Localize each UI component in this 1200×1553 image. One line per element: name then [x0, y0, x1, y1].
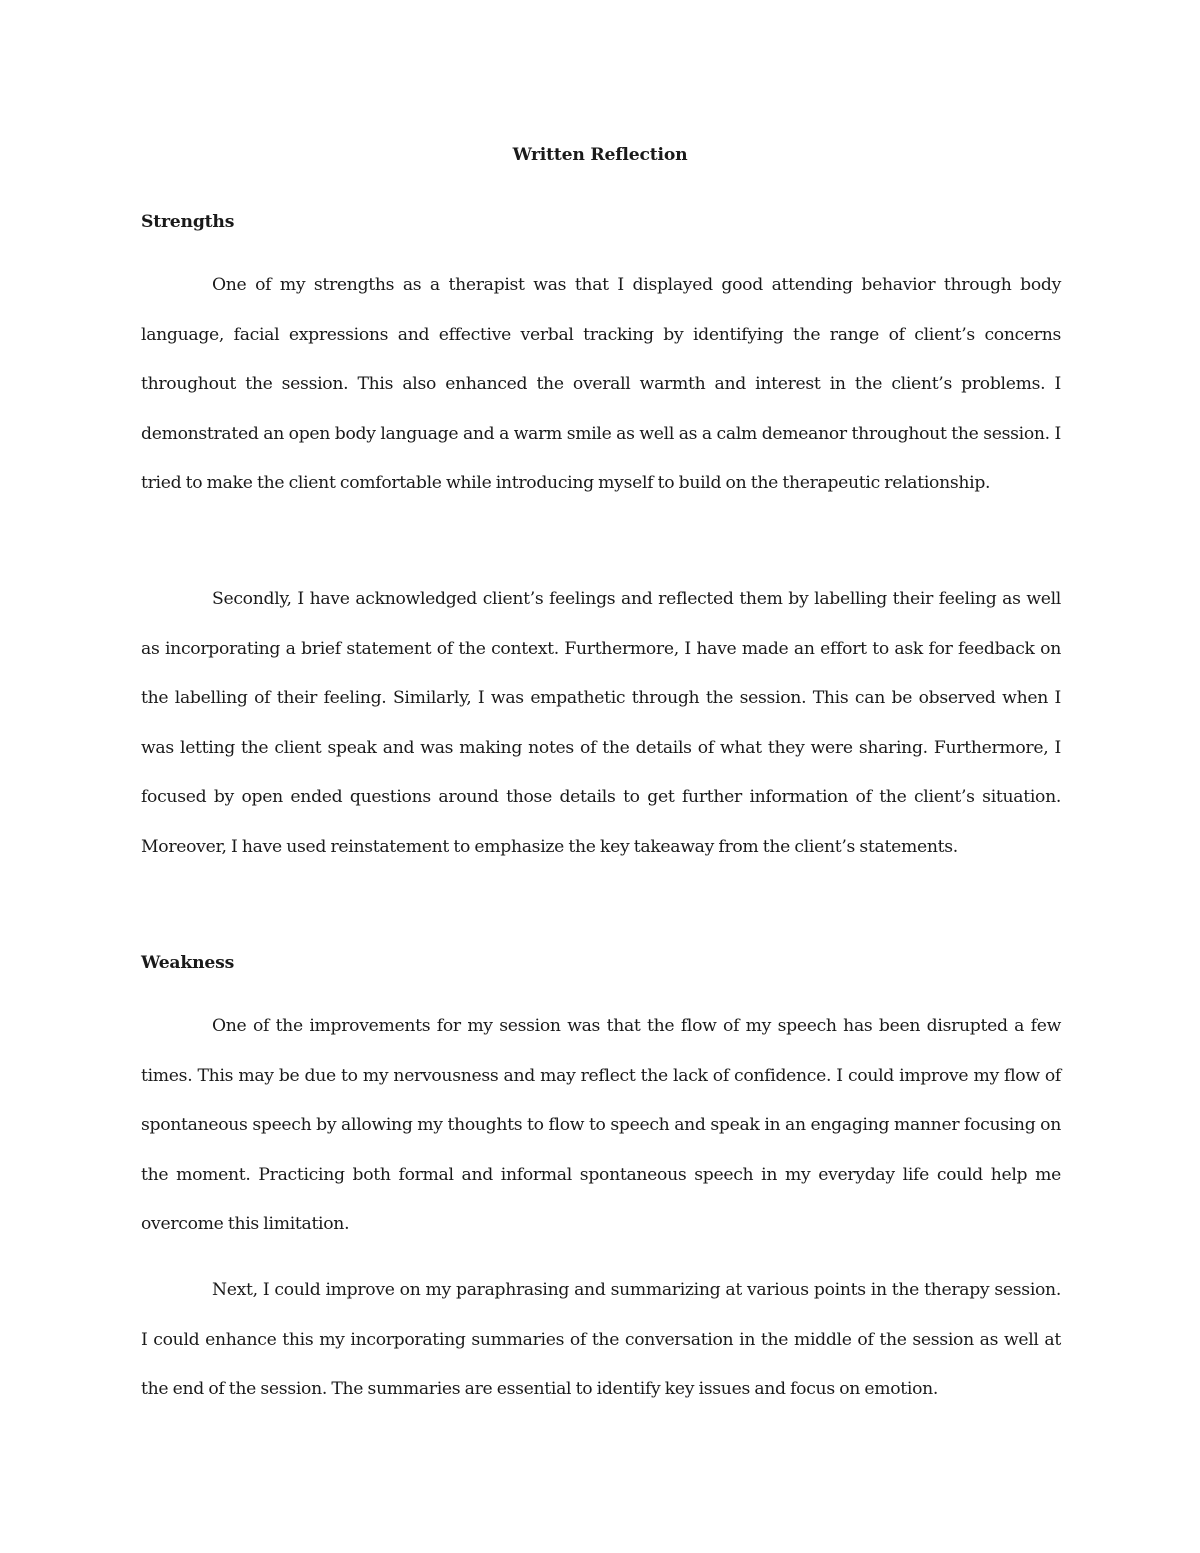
- strengths-paragraph-1: One of my strengths as a therapist was that I displayed good attending behavior through body language, facial expressions and effective verbal tracking by identifying the range of client’s concerns throughout the session. This also enhanced the overall warmth and interest in the client’s problems. I demonstrated an open body language and a warm smile as well as a calm demeanor throughout the session. I tried to make the client comfortable while introducing myself to build on the therapeutic relationship.: [141, 275, 1061, 494]
- weakness-paragraph-2: Next, I could improve on my paraphrasing and summarizing at various points in the therapy session. I could enhance this my incorporating summaries of the conversation in the middle of the session as well at the end of the session. The summaries are essential to identify key issues and focus on emotion.: [141, 1280, 1061, 1400]
- weakness-paragraph-1: One of the improvements for my session was that the flow of my speech has been disrupted a few times. This may be due to my nervousness and may reflect the lack of confidence. I could improve my flow of spontaneous speech by allowing my thoughts to flow to speech and speak in an engaging manner focusing on the moment. Practicing both formal and informal spontaneous speech in my everyday life could help me overcome this limitation.: [141, 1016, 1061, 1235]
- section-heading-weakness: Weakness: [141, 953, 235, 973]
- section-heading-strengths: Strengths: [141, 212, 235, 232]
- strengths-paragraph-2: Secondly, I have acknowledged client’s feelings and reflected them by labelling their feeling as well as incorporating a brief statement of the context. Furthermore, I have made an effort to ask for feedback on the labelling of their feeling. Similarly, I was empathetic through the session. This can be observed when I was letting the client speak and was making notes of the details of what they were sharing. Furthermore, I focused by open ended questions around those details to get further information of the client’s situation. Moreover, I have used reinstatement to emphasize the key takeaway from the client’s statements.: [141, 589, 1061, 857]
- document-title: Written Reflection: [512, 145, 688, 165]
